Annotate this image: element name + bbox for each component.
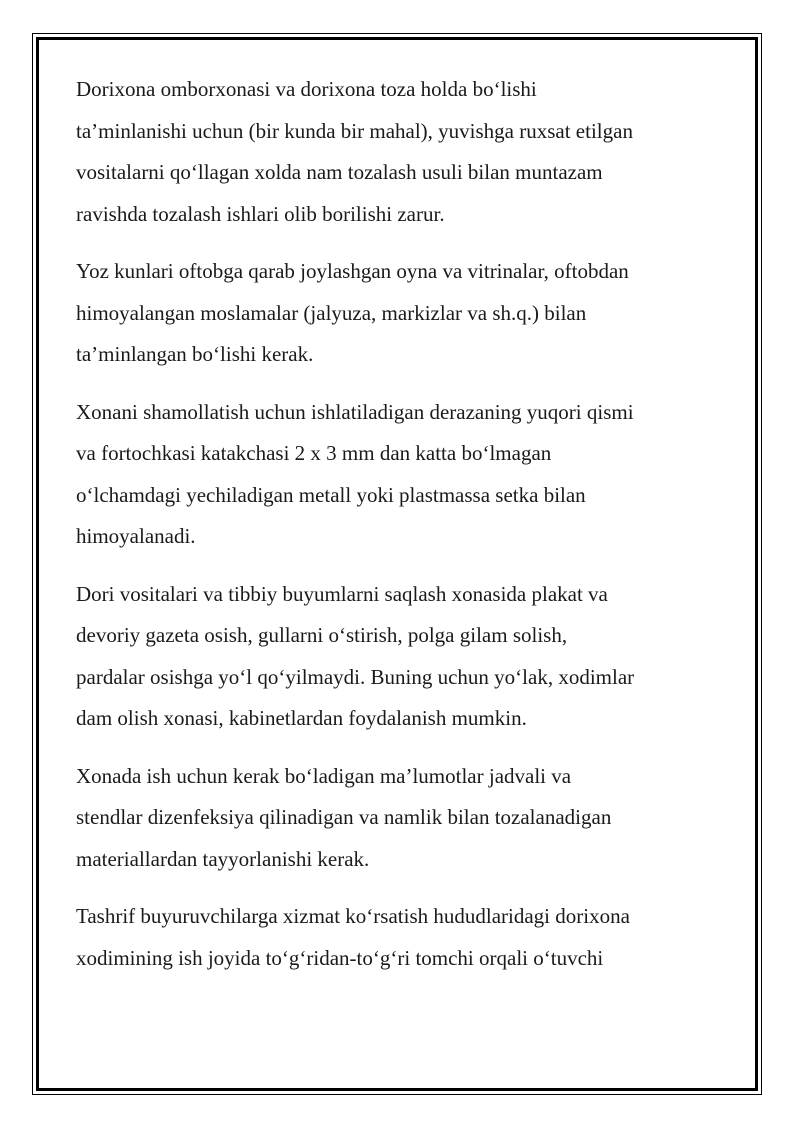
text-line: vositalarni qo‘llagan xolda nam tozalash usuli bilan muntazam bbox=[76, 160, 603, 184]
text-line: devoriy gazeta osish, gullarni o‘stirish, polga gilam solish, bbox=[76, 623, 568, 647]
text-line: va fortochkasi katakchasi 2 x 3 mm dan katta bo‘lmagan bbox=[76, 441, 552, 465]
paragraph-cleaning bbox=[76, 69, 736, 235]
paragraph-stands bbox=[76, 756, 736, 881]
text-line: Tashrif buyuruvchilarga xizmat ko‘rsatish hududlaridagi dorixona bbox=[76, 904, 630, 928]
paragraph-workplace bbox=[76, 896, 736, 979]
paragraph-storage-room bbox=[76, 574, 736, 740]
text-line: materiallardan tayyorlanishi kerak. bbox=[76, 846, 370, 871]
text-line: o‘lchamdagi yechiladigan metall yoki plastmassa setka bilan bbox=[76, 482, 586, 507]
text-line: Dori vositalari va tibbiy buyumlarni saqlash xonasida plakat va bbox=[76, 581, 608, 606]
paragraph-ventilation bbox=[76, 392, 736, 558]
text-line: ta’minlanishi uchun (bir kunda bir mahal), yuvishga ruxsat etilgan bbox=[76, 118, 633, 143]
text-line: ravishda tozalash ishlari olib borilishi zarur. bbox=[76, 201, 445, 226]
text-line: stendlar dizenfeksiya qilinadigan va namlik bilan tozalanadigan bbox=[76, 805, 612, 829]
text-line: Xonada ish uchun kerak bo‘ladigan ma’lumotlar jadvali va bbox=[76, 763, 572, 788]
text-line: Yoz kunlari oftobga qarab joylashgan oyna va vitrinalar, oftobdan bbox=[76, 259, 629, 283]
paragraph-sun-protection bbox=[76, 251, 736, 376]
text-line: Dorixona omborxonasi va dorixona toza holda bo‘lishi bbox=[76, 77, 537, 101]
text-line: himoyalangan moslamalar (jalyuza, markizlar va sh.q.) bilan bbox=[76, 300, 587, 325]
text-line: dam olish xonasi, kabinetlardan foydalanish mumkin. bbox=[76, 706, 527, 730]
text-line: ta’minlangan bo‘lishi kerak. bbox=[76, 342, 314, 366]
text-line: himoyalanadi. bbox=[76, 524, 196, 548]
document-body bbox=[76, 69, 736, 995]
text-line: Xonani shamollatish uchun ishlatiladigan derazaning yuqori qismi bbox=[76, 399, 634, 424]
text-line: pardalar osishga yo‘l qo‘yilmaydi. Buning uchun yo‘lak, xodimlar bbox=[76, 664, 635, 689]
text-line: xodimining ish joyida to‘g‘ridan-to‘g‘ri tomchi orqali o‘tuvchi bbox=[76, 945, 604, 970]
